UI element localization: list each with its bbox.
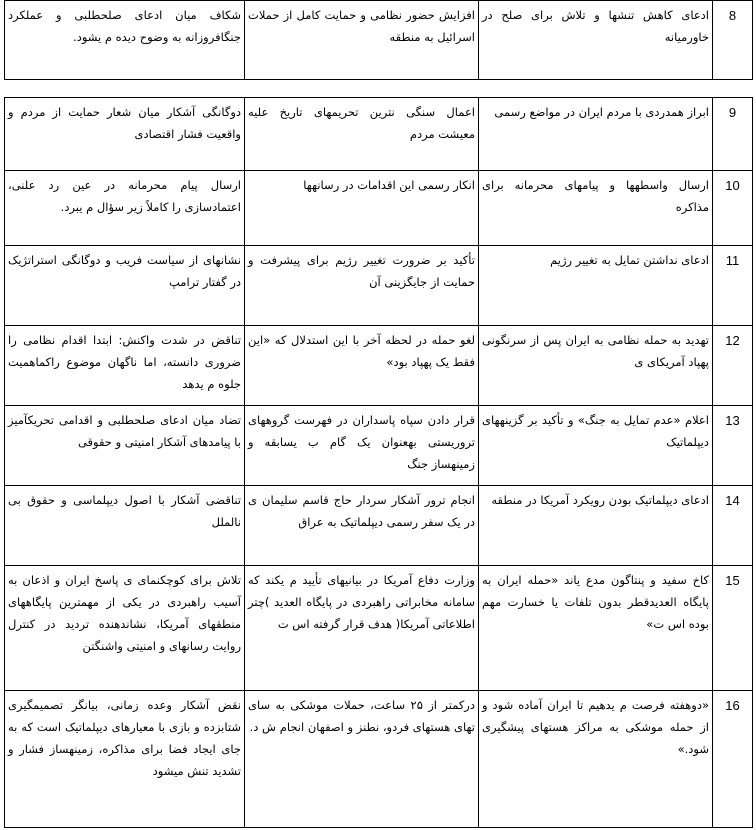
table-row (5, 566, 753, 691)
claim-cell: تهدید به حمله نظامی به ایران پس از سرنگونی پهپاد آمریکای ی (479, 326, 713, 406)
analysis-cell: تناقض در شدت واکنش: ابتدا اقدام نظامی را ضروری دانسته، اما ناگهان موضوع راکماهمیت جلوه م یدهد (5, 326, 245, 406)
action-cell: وزارت دفاع آمریکا در بیانیهای تأیید م یکند که سامانه مخابراتی راهبردی در پایگاه العدید )چتر اطلاعاتی آمریکا( هدف قرار گرفته اس ت (245, 566, 479, 691)
analysis-cell: دوگانگی آشکار میان شعار حمایت از مردم و واقعیت فشار اقتصادی (5, 98, 245, 171)
table-part-1 (4, 0, 753, 80)
row-number: 11 (713, 246, 753, 326)
action-cell: افزایش حضور نظامی و حمایت کامل از حملات اسرائیل به منطقه (245, 1, 479, 80)
row-number: 14 (713, 486, 753, 566)
claim-cell: «دوهفته فرصت م یدهیم تا ایران آماده شود و از حمله موشکی به مراکز هستهای پیشگیری شود.» (479, 691, 713, 828)
table-row (5, 406, 753, 486)
row-number: 10 (713, 171, 753, 246)
row-number: 9 (713, 98, 753, 171)
row-number: 12 (713, 326, 753, 406)
row-number: 16 (713, 691, 753, 828)
table-row (5, 691, 753, 828)
analysis-cell: تلاش برای کوچکنمای ی پاسخ ایران و اذعان به آسیب راهبردی در یکی از مهمترین پایگاههای منطقهای آمریکا، نشاندهنده تردید در کنترل روایت رسانهای و امنیتی واشنگتن (5, 566, 245, 691)
analysis-cell: ارسال پیام محرمانه در عین رد علنی، اعتمادسازی را کاملاً زیر سؤال م یبرد. (5, 171, 245, 246)
table-row (5, 486, 753, 566)
row-number: 8 (713, 1, 753, 80)
claim-cell: اعلام «عدم تمایل به جنگ» و تأکید بر گزینههای دیپلماتیک (479, 406, 713, 486)
claim-cell: ابراز همدردی با مردم ایران در مواضع رسمی (479, 98, 713, 171)
table-row (5, 246, 753, 326)
row-number: 15 (713, 566, 753, 691)
table-row (5, 326, 753, 406)
analysis-cell: نقض آشکار وعده زمانی، بیانگر تصمیمگیری شتابزده و بازی با معیارهای دیپلماتیک است که به جای ایجاد فضا برای مذاکره، زمینهساز فشار و تشدید تنش میشود (5, 691, 245, 828)
action-cell: تأکید بر ضرورت تغییر رژیم برای پیشرفت و حمایت از جایگزینی آن (245, 246, 479, 326)
table-row (5, 1, 753, 80)
analysis-cell: تضاد میان ادعای صلحطلبی و اقدامی تحریکآمیز با پیامدهای آشکار امنیتی و حقوقی (5, 406, 245, 486)
claim-cell: کاخ سفید و پنتاگون مدع یاند «حمله ایران به پایگاه العدیدقطر بدون تلفات یا خسارت مهم بوده اس ت» (479, 566, 713, 691)
analysis-cell: تناقضی آشکار با اصول دیپلماسی و حقوق بی نالملل (5, 486, 245, 566)
claim-cell: ادعای نداشتن تمایل به تغییر رژیم (479, 246, 713, 326)
action-cell: اعمال سنگی نترین تحریمهای تاریخ علیه معیشت مردم (245, 98, 479, 171)
analysis-cell: نشانهای از سیاست فریب و دوگانگی استراتژیک در گفتار ترامپ (5, 246, 245, 326)
claim-cell: ارسال واسطهها و پیامهای محرمانه برای مذاکره (479, 171, 713, 246)
action-cell: انکار رسمی این اقدامات در رسانهها (245, 171, 479, 246)
table-row (5, 98, 753, 171)
action-cell: لغو حمله در لحظه آخر با این استدلال که «این فقط یک پهپاد بود» (245, 326, 479, 406)
table-row (5, 171, 753, 246)
table-part-2 (4, 97, 753, 828)
claim-cell: ادعای کاهش تنشها و تلاش برای صلح در خاورمیانه (479, 1, 713, 80)
action-cell: انجام ترور آشکار سردار حاج قاسم سلیمان ی در یک سفر رسمی دیپلماتیک به عراق (245, 486, 479, 566)
claim-cell: ادعای دیپلماتیک بودن رویکرد آمریکا در منطقه (479, 486, 713, 566)
action-cell: درکمتر از ۲۵ ساعت، حملات موشکی به سای تهای هستهای فردو، نطنز و اصفهان انجام ش د. (245, 691, 479, 828)
action-cell: قرار دادن سپاه پاسداران در فهرست گروههای تروریستی بهعنوان یک گام ب یسابقه و زمینهساز جنگ (245, 406, 479, 486)
analysis-cell: شکاف میان ادعای صلحطلبی و عملکرد جنگافروزانه به وضوح دیده م یشود. (5, 1, 245, 80)
row-number: 13 (713, 406, 753, 486)
